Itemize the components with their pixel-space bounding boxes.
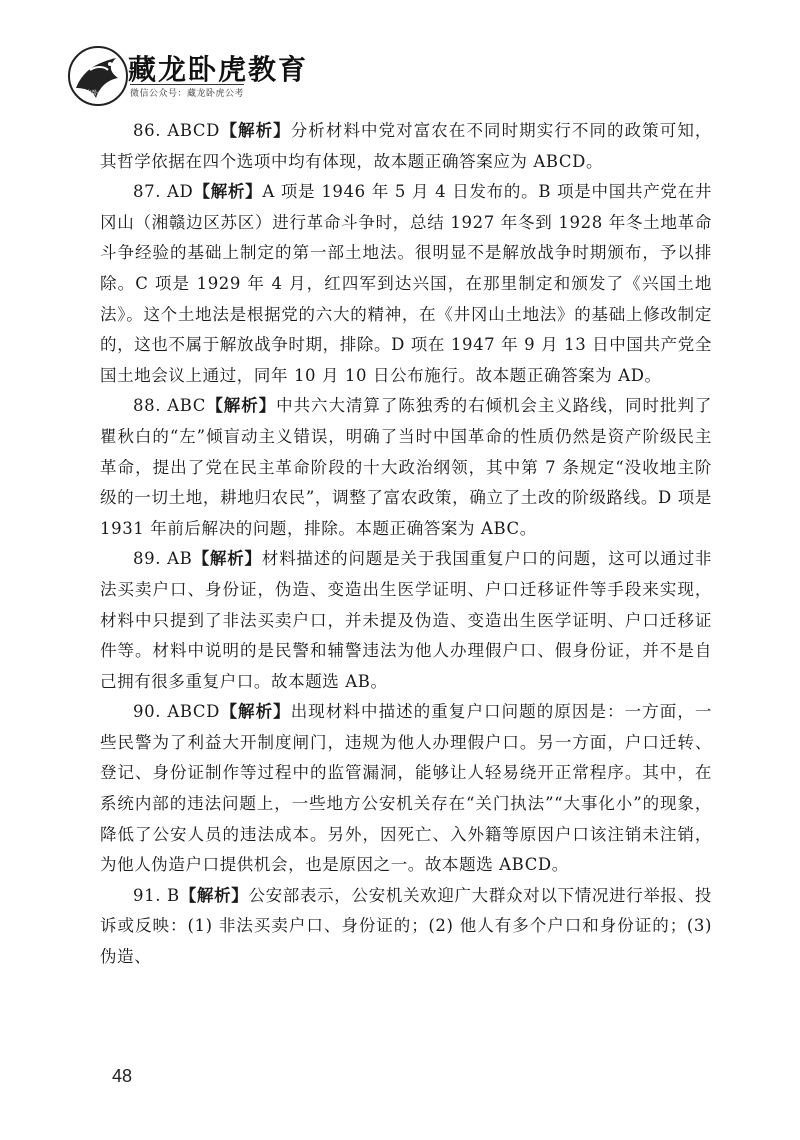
answer-text: 材料描述的问题是关于我国重复户口的问题，这可以通过非法买卖户口、身份证，伪造、变造出生医学证明、户口迁移证件等手段来实现，材料中只提到了非法买卖户口，并未提及伪造、变造出生医学证明、户口迁移证件等。材料中说明的是民警和辅警违法为他人办理假户口、假身份证，并不是自己拥有很多重复户口。故本题选 AB。 [100,549,712,691]
answer-explanations [100,116,712,973]
answer-number: 88. ABC [133,396,207,416]
analysis-tag: 【解析】 [193,182,263,202]
answer-text: 公安部表示，公安机关欢迎广大群众对以下情况进行举报、投诉或反映：(1) 非法买卖户口、身份证的；(2) 他人有多个户口和身份证的；(3) 伪造、 [100,885,712,967]
analysis-tag: 【解析】 [179,885,249,905]
answer-number: 90. ABCD [133,702,220,722]
answer-number: 87. AD [133,182,194,202]
logo [68,46,128,106]
answer-86 [100,116,712,177]
answer-text: 分析材料中党对富农在不同时期实行不同的政策可知，其哲学依据在四个选项中均有体现，故本题正确答案应为 ABCD。 [100,121,712,171]
answer-number: 89. AB [133,549,193,569]
answer-number: 86. ABCD [133,121,220,140]
analysis-tag: 【解析】 [219,121,291,140]
page-header [68,42,388,106]
answer-91 [100,881,712,973]
answer-89 [100,544,712,697]
analysis-tag: 【解析】 [192,549,262,569]
answer-90 [100,697,712,881]
answer-87 [100,177,712,391]
page-number: 48 [112,1066,133,1086]
brand-subtitle: 微信公众号：藏龙卧虎公考 [130,84,244,99]
answer-number: 91. B [133,885,180,905]
analysis-tag: 【解析】 [206,396,277,416]
answer-text: A 项是 1946 年 5 月 4 日发布的。B 项是中国共产党在井冈山（湘赣边区苏区）进行革命斗争时，总结 1927 年冬到 1928 年冬土地革命斗争经验的基础上制定的第一部土地法。很明显不是解放战争时期颁布，予以排除。C 项是 1929 年 4 月，红四军到达兴国，在那里制定和颁发了《兴国土地法》。这个土地法是根据党的六大的精神，在《井冈山土地法》的基础上修改制定的，这也不属于解放战争时期，排除。D 项在 1947 年 9 月 13 日中国共产党全国土地会议上通过，同年 10 月 10 日公布施行。故本题正确答案为 AD。 [100,182,712,385]
answer-text: 中共六大清算了陈独秀的右倾机会主义路线，同时批判了瞿秋白的“左”倾盲动主义错误，明确了当时中国革命的性质仍然是资产阶级民主革命，提出了党在民主革命阶段的十大政治纲领，其中第 7 条规定“没收地主阶级的一切土地，耕地归农民”，调整了富农政策，确立了土改的阶级路线。D 项是 1931 年前后解决的问题，排除。本题正确答案为 ABC。 [100,396,712,538]
brand-title: 藏龙卧虎教育 [128,53,309,86]
answer-88 [100,391,712,544]
answer-text: 出现材料中描述的重复户口问题的原因是：一方面，一些民警为了利益大开制度闸门，违规为他人办理假户口。另一方面，户口迁转、登记、身份证制作等过程中的监管漏洞，能够让人轻易绕开正常程序。其中，在系统内部的违法问题上，一些地方公安机关存在“关门执法”“大事化小”的现象，降低了公安人员的违法成本。另外，因死亡、入外籍等原因户口该注销未注销，为他人伪造户口提供机会，也是原因之一。故本题选 ABCD。 [100,702,712,875]
analysis-tag: 【解析】 [219,702,291,722]
logo-mark-text: 藏龙卧虎 [80,90,105,97]
